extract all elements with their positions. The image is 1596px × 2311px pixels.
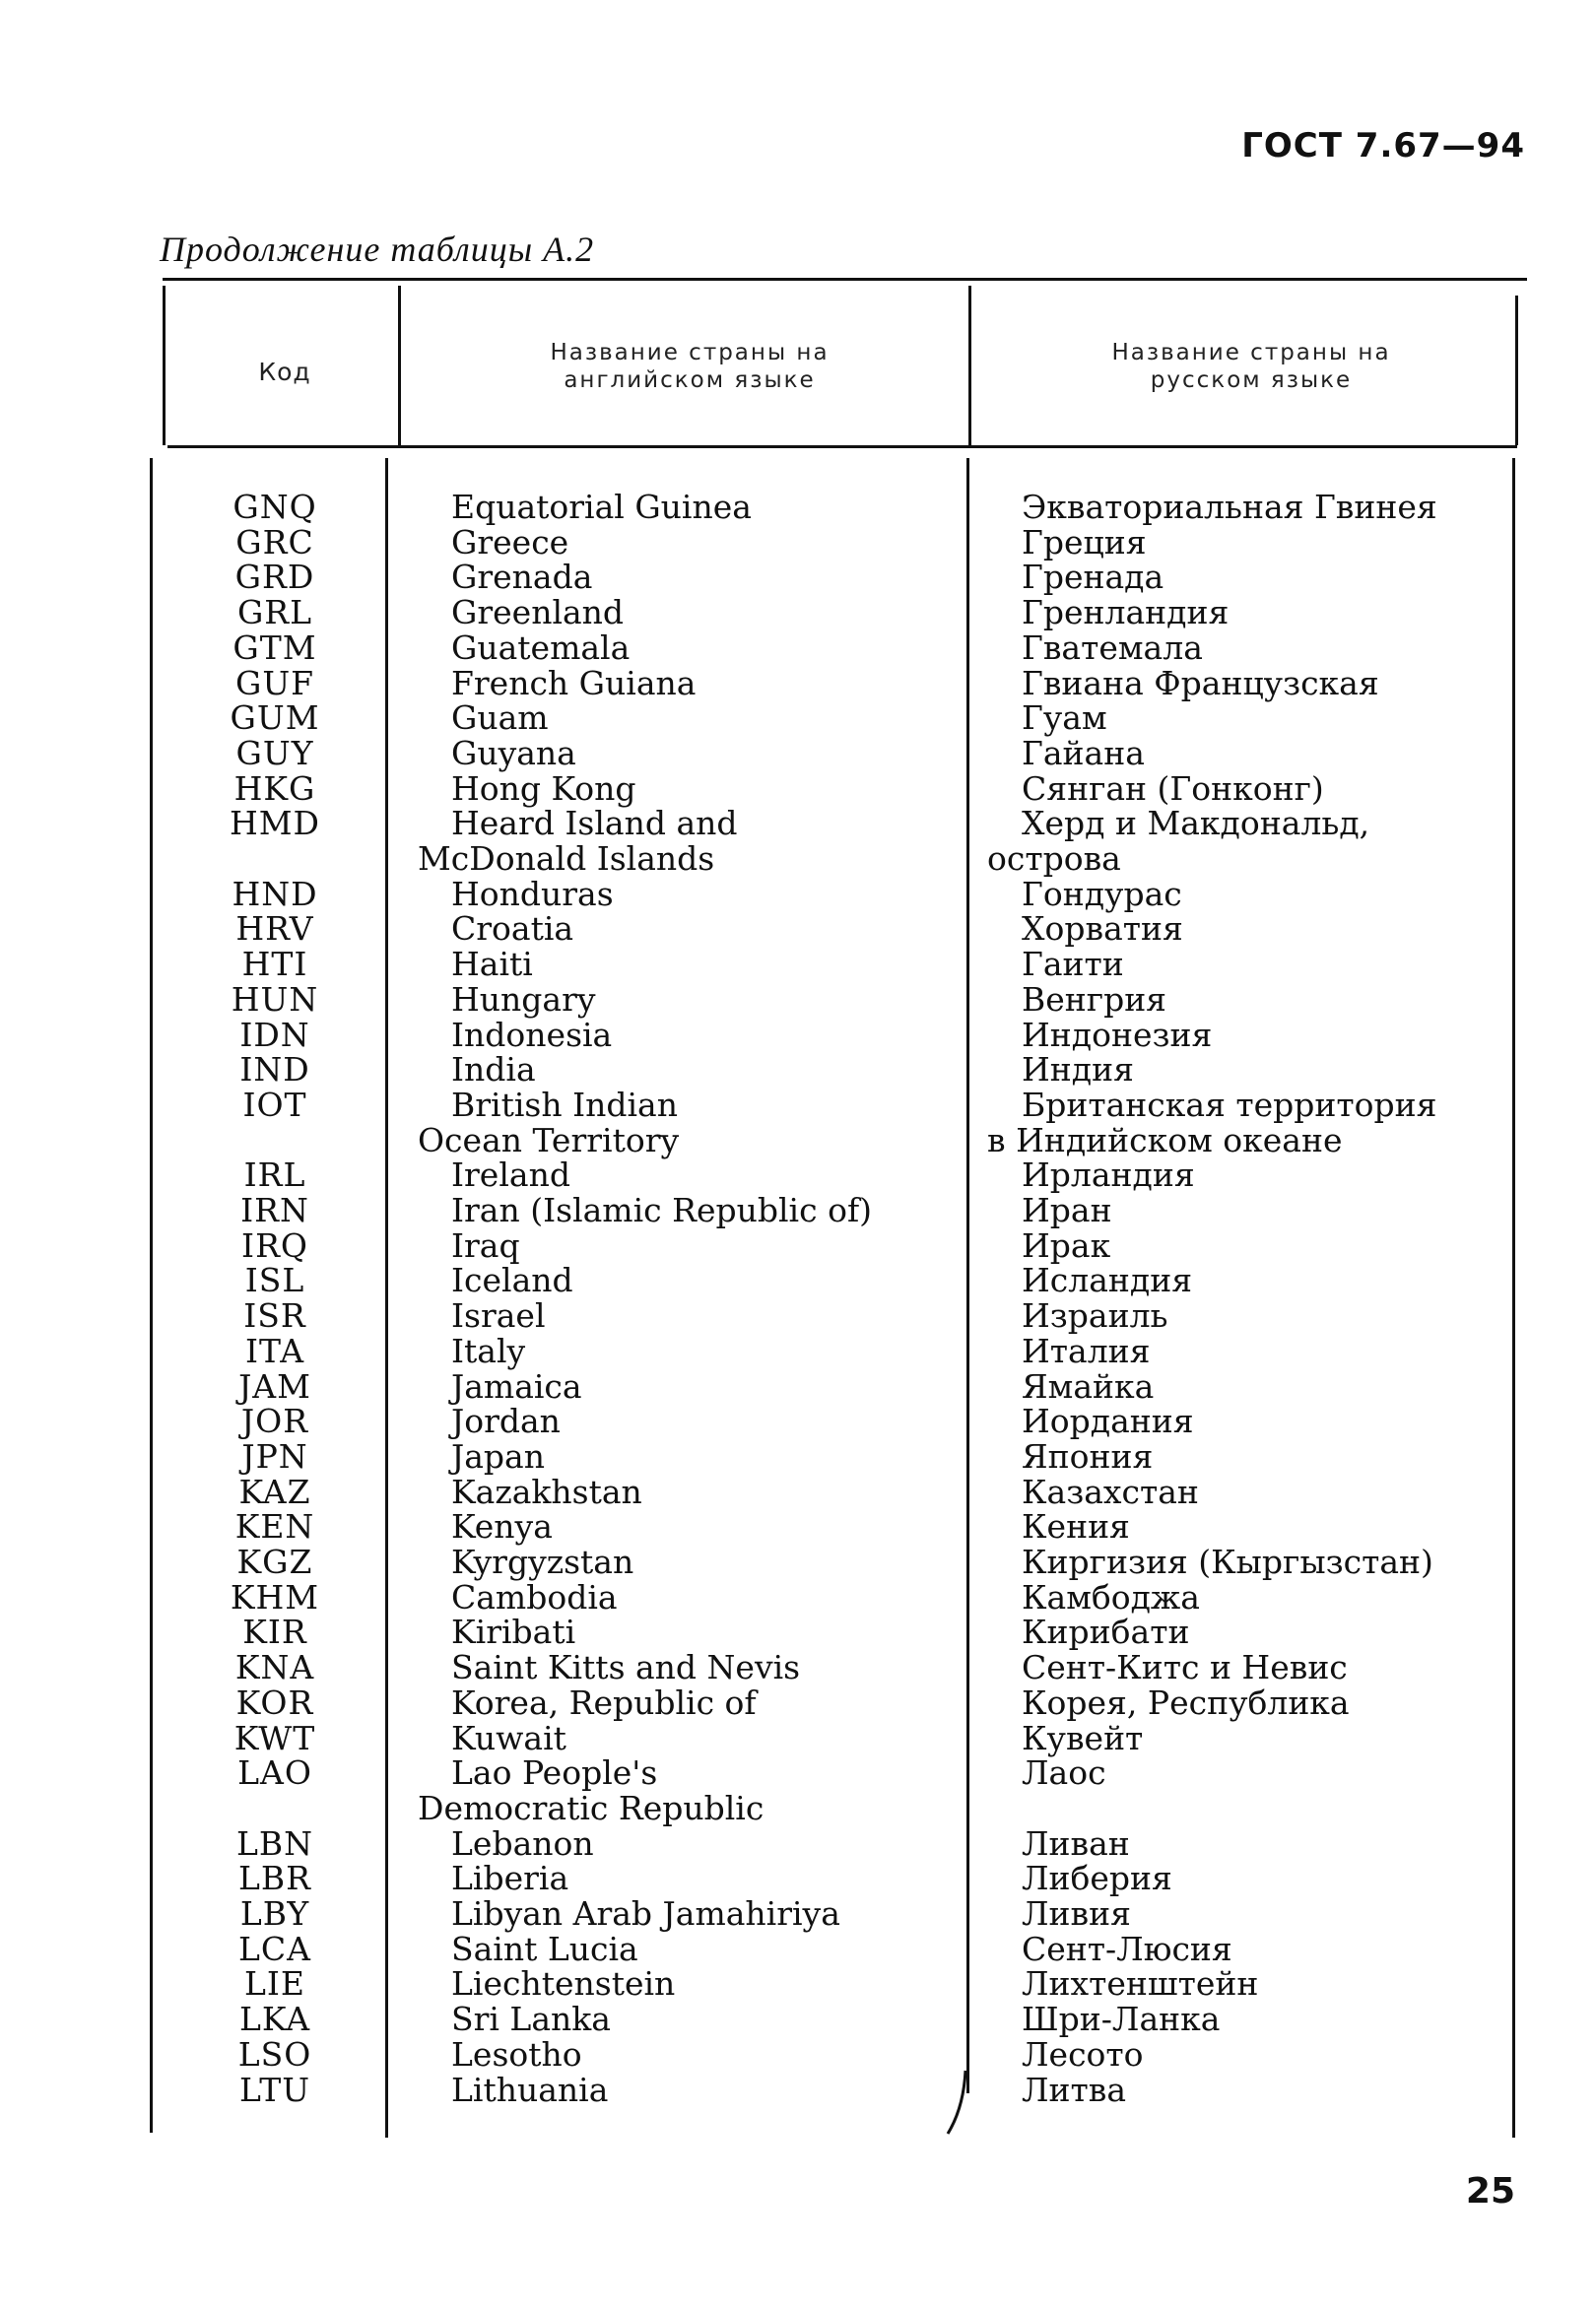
country-code: LCA [238, 1929, 311, 1968]
russian-name: Ливан [1022, 1823, 1130, 1863]
country-code: LBN [235, 1823, 314, 1863]
table-row [0, 1366, 1596, 1406]
country-code: ISR [243, 1296, 306, 1336]
table-row [0, 1156, 1596, 1195]
country-code: GNQ [233, 488, 317, 526]
table-row [0, 1296, 1596, 1336]
country-code: JAM [238, 1366, 311, 1406]
page-header: ГОСТ 7.67—94 [1241, 126, 1525, 165]
table-row [0, 1718, 1596, 1757]
russian-name: Лесото [1022, 2034, 1144, 2074]
table-row [0, 2034, 1596, 2074]
english-name: Haiti [451, 945, 533, 984]
english-name: Democratic Republic [418, 1788, 765, 1827]
russian-name: Камбоджа [1022, 1577, 1200, 1617]
english-name: Saint Kitts and Nevis [451, 1648, 801, 1687]
country-code: LAO [237, 1753, 312, 1793]
russian-name: Гвиана Французская [1022, 663, 1379, 702]
russian-name: Казахстан [1022, 1472, 1199, 1511]
russian-name: Ирак [1022, 1225, 1111, 1265]
country-code: LKA [238, 2000, 311, 2039]
table-row [0, 1225, 1596, 1265]
table-caption: Продолжение таблицы А.2 [160, 230, 595, 269]
country-code: GTM [233, 627, 317, 667]
table-row [0, 1052, 1596, 1087]
table-row [0, 1120, 1596, 1159]
country-code: JOR [240, 1402, 309, 1441]
table-row [0, 1964, 1596, 2004]
english-name: Kiribati [451, 1613, 576, 1652]
english-name: Liechtenstein [451, 1964, 676, 2004]
english-name: Japan [451, 1436, 545, 1476]
russian-name: Гренада [1022, 558, 1164, 597]
table-row [0, 1507, 1596, 1547]
table-row [0, 1193, 1596, 1227]
country-code: IND [239, 1050, 310, 1089]
russian-name: Гайана [1022, 733, 1145, 772]
english-name: Hong Kong [451, 768, 636, 808]
table-row [0, 2070, 1596, 2109]
english-name: Kazakhstan [451, 1472, 642, 1511]
english-name: Hungary [451, 979, 596, 1019]
country-code: HRV [235, 909, 314, 949]
table-row [0, 1085, 1596, 1124]
english-name: Korea, Republic of [451, 1683, 757, 1722]
country-code: LSO [237, 2034, 312, 2074]
table-row [0, 663, 1596, 702]
country-code: HUN [231, 979, 319, 1019]
english-name: Libyan Arab Jamahiriya [451, 1894, 840, 1933]
table-row [0, 1545, 1596, 1579]
russian-name: Гондурас [1022, 874, 1182, 913]
russian-name: в Индийском океане [987, 1120, 1343, 1159]
russian-name: Херд и Макдональд, [1022, 804, 1370, 843]
english-name: Grenada [451, 558, 593, 597]
russian-name: Хорватия [1022, 909, 1183, 949]
country-code: KIR [242, 1613, 307, 1652]
table-row [0, 1929, 1596, 1968]
country-code: GRC [235, 522, 314, 561]
table-row [0, 490, 1596, 524]
english-name: Liberia [451, 1859, 569, 1898]
english-name: Honduras [451, 874, 614, 913]
russian-name: Венгрия [1022, 979, 1167, 1019]
table-header-rule [167, 445, 1517, 448]
russian-name: Индонезия [1022, 1015, 1213, 1054]
english-name: Guatemala [451, 627, 631, 667]
russian-name: острова [987, 839, 1121, 878]
country-code: LBY [239, 1894, 310, 1933]
russian-name: Гренландия [1022, 593, 1230, 632]
english-name: Heard Island and [451, 804, 738, 843]
english-name: Iceland [451, 1261, 573, 1300]
russian-name: Индия [1022, 1050, 1134, 1089]
table-row [0, 1896, 1596, 1931]
table-row [0, 1823, 1596, 1863]
english-name: Cambodia [451, 1577, 618, 1617]
english-name: Ocean Territory [418, 1120, 680, 1159]
russian-name: Италия [1022, 1331, 1151, 1370]
table-row [0, 1685, 1596, 1720]
country-code: KNA [234, 1648, 315, 1687]
country-code: KEN [234, 1507, 315, 1547]
country-code: ISL [244, 1261, 305, 1300]
table-row [0, 1261, 1596, 1300]
russian-name: Кения [1022, 1507, 1130, 1547]
russian-name: Киргизия (Кыргызстан) [1022, 1543, 1433, 1581]
russian-name: Ямайка [1022, 1366, 1155, 1406]
english-name: Iran (Islamic Republic of) [451, 1191, 873, 1229]
table-row [0, 1613, 1596, 1652]
country-code: GRD [234, 558, 315, 597]
russian-name: Лихтенштейн [1022, 1964, 1259, 2004]
column-divider [1515, 296, 1518, 445]
table-row [0, 841, 1596, 876]
country-code: IRL [243, 1156, 306, 1195]
table-row [0, 1015, 1596, 1054]
russian-name: Гаити [1022, 945, 1124, 984]
russian-name: Исландия [1022, 1261, 1193, 1300]
english-name: Lithuania [451, 2070, 609, 2109]
table-row [0, 1331, 1596, 1370]
column-divider [968, 286, 971, 445]
english-name: Greenland [451, 593, 625, 632]
country-code: HKG [233, 768, 316, 808]
country-code: GRL [236, 593, 313, 632]
country-code: GUF [234, 663, 315, 702]
russian-name: Гуам [1022, 698, 1107, 738]
english-name: Equatorial Guinea [451, 488, 752, 526]
table-row [0, 1577, 1596, 1617]
russian-name: Либерия [1022, 1859, 1172, 1898]
english-name: Greece [451, 522, 569, 561]
english-name: India [451, 1050, 536, 1089]
english-name: Guam [451, 698, 549, 738]
country-code: KOR [235, 1683, 314, 1722]
country-code: HTI [241, 945, 308, 984]
country-code: IOT [242, 1085, 307, 1124]
country-code: LIE [243, 1964, 306, 2004]
english-name: Guyana [451, 733, 576, 772]
english-name: French Guiana [451, 663, 697, 702]
russian-name: Иордания [1022, 1402, 1194, 1441]
country-code: ITA [244, 1331, 305, 1370]
table-row [0, 1472, 1596, 1511]
russian-name: Корея, Республика [1022, 1683, 1350, 1722]
header-russian: Название страны на русском языке [1111, 340, 1391, 393]
russian-name: Британская территория [1022, 1085, 1437, 1124]
country-code: KWT [233, 1718, 316, 1757]
russian-name: Сянган (Гонконг) [1022, 768, 1324, 808]
table-row [0, 804, 1596, 843]
russian-name: Литва [1022, 2070, 1127, 2109]
country-code: HMD [229, 804, 321, 843]
english-name: Lao People's [451, 1753, 658, 1793]
table-row [0, 1788, 1596, 1827]
column-divider [398, 286, 401, 445]
english-name: Saint Lucia [451, 1929, 638, 1968]
column-divider [163, 286, 166, 445]
table-row [0, 979, 1596, 1019]
table-row [0, 1436, 1596, 1476]
russian-name: Лаос [1022, 1753, 1106, 1793]
country-code: IRN [240, 1191, 309, 1229]
table-row [0, 522, 1596, 561]
table-row [0, 733, 1596, 772]
table-row [0, 593, 1596, 632]
english-name: Kenya [451, 1507, 553, 1547]
russian-name: Шри-Ланка [1022, 2000, 1221, 2039]
english-name: Indonesia [451, 1015, 613, 1054]
table-row [0, 1753, 1596, 1793]
english-name: Kuwait [451, 1718, 566, 1757]
country-code: HND [232, 874, 318, 913]
country-code: GUM [230, 698, 320, 738]
country-code: KGZ [236, 1543, 313, 1581]
english-name: Israel [451, 1296, 546, 1336]
english-name: Iraq [451, 1225, 520, 1265]
country-code: LTU [238, 2070, 311, 2109]
russian-name: Сент-Люсия [1022, 1929, 1232, 1968]
russian-name: Кувейт [1022, 1718, 1144, 1757]
russian-name: Гватемала [1022, 627, 1203, 667]
country-code: IDN [239, 1015, 310, 1054]
header-code: Код [258, 358, 311, 386]
header-english: Название страны на английском языке [550, 340, 830, 393]
english-name: Lebanon [451, 1823, 594, 1863]
english-name: McDonald Islands [418, 839, 715, 878]
english-name: Croatia [451, 909, 574, 949]
russian-name: Кирибати [1022, 1613, 1190, 1652]
russian-name: Экваториальная Гвинея [1022, 488, 1437, 526]
russian-name: Ливия [1022, 1894, 1131, 1933]
english-name: Sri Lanka [451, 2000, 611, 2039]
table-row [0, 627, 1596, 667]
english-name: Ireland [451, 1156, 570, 1195]
english-name: Jordan [451, 1402, 561, 1441]
russian-name: Иран [1022, 1191, 1112, 1229]
russian-name: Ирландия [1022, 1156, 1195, 1195]
table-row [0, 945, 1596, 984]
table-row [0, 2000, 1596, 2039]
russian-name: Япония [1022, 1436, 1154, 1476]
english-name: Kyrgyzstan [451, 1543, 634, 1581]
page-number: 25 [1465, 2171, 1515, 2212]
country-code: LBR [237, 1859, 311, 1898]
english-name: British Indian [451, 1085, 678, 1124]
country-code: IRQ [241, 1225, 308, 1265]
table-row [0, 1859, 1596, 1898]
table-row [0, 1648, 1596, 1687]
russian-name: Греция [1022, 522, 1147, 561]
country-code: JPN [241, 1436, 308, 1476]
russian-name: Израиль [1022, 1296, 1168, 1336]
table-row [0, 909, 1596, 949]
table-row [0, 558, 1596, 597]
table-row [0, 874, 1596, 913]
english-name: Italy [451, 1331, 526, 1370]
country-code: GUY [235, 733, 314, 772]
country-code: KHM [230, 1577, 320, 1617]
english-name: Lesotho [451, 2034, 582, 2074]
english-name: Jamaica [451, 1366, 582, 1406]
country-code: KAZ [238, 1472, 311, 1511]
table-top-rule [163, 278, 1527, 281]
russian-name: Сент-Китс и Невис [1022, 1648, 1348, 1687]
table-row [0, 1402, 1596, 1441]
table-row [0, 698, 1596, 738]
table-row [0, 768, 1596, 808]
